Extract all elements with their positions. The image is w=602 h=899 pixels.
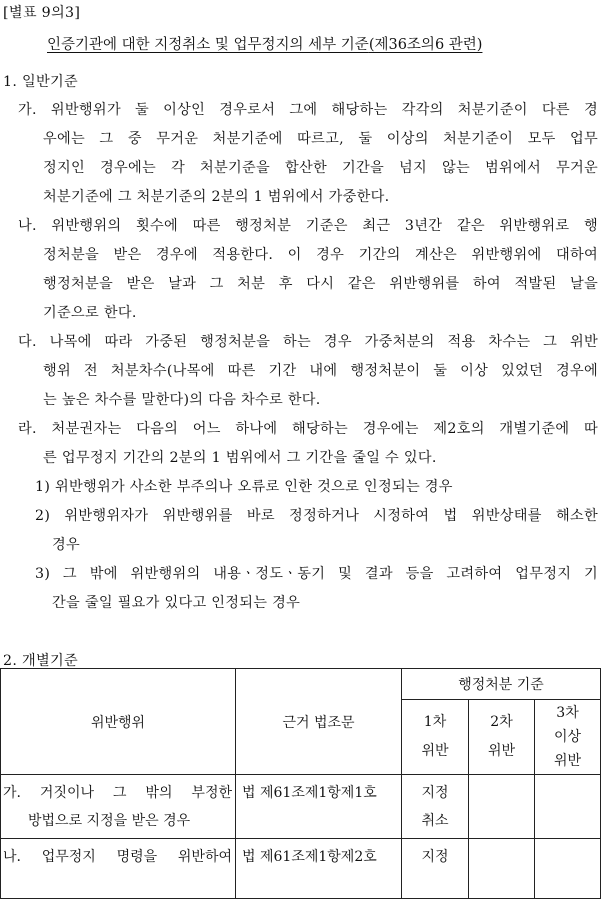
penalty-table bbox=[0, 668, 601, 899]
text-line: 경우 bbox=[52, 537, 81, 553]
text-line: 2) 위반행위자가 위반행위를 바로 정정하거나 시정하여 법 위반상태를 해소한 bbox=[35, 508, 598, 524]
first-line: 취소 bbox=[421, 813, 449, 829]
cell-2nd bbox=[469, 775, 535, 839]
header-basis: 근거 법조문 bbox=[236, 669, 402, 775]
general-heading: 1. 일반기준 bbox=[3, 74, 78, 90]
violation-line: 가. 거짓이나 그 밖의 부정한 bbox=[3, 785, 232, 801]
general-item-ga bbox=[18, 99, 598, 119]
cell-1st bbox=[402, 775, 469, 839]
subitem-1 bbox=[35, 476, 453, 496]
header-penalty-group: 행정처분 기준 bbox=[402, 669, 601, 700]
text-line: 우에는 그 중 무거운 처분기준에 따르고, 둘 이상의 처분기준이 모두 업무 bbox=[43, 131, 598, 147]
general-item-ra-cont bbox=[43, 447, 437, 467]
text-line: 처분기준에 그 처분기준의 2분의 1 범위에서 가중한다. bbox=[43, 189, 390, 205]
page-title bbox=[47, 33, 482, 54]
header-2nd bbox=[469, 700, 535, 775]
header-1st-line: 1차 bbox=[423, 714, 447, 730]
cell-basis: 법 제61조제1항제2호 bbox=[236, 839, 402, 899]
header-1st-line: 위반 bbox=[421, 743, 449, 759]
header-2nd-line: 위반 bbox=[487, 743, 516, 759]
text-line: 1) 위반행위가 사소한 부주의나 오류로 인한 것으로 인정되는 경우 bbox=[35, 479, 453, 495]
individual-heading: 2. 개별기준 bbox=[3, 653, 78, 669]
text-line: 른 업무정지 기간의 2분의 1 범위에서 그 기간을 줄일 수 있다. bbox=[43, 450, 437, 466]
text-line: 나. 위반행위의 횟수에 따른 행정처분 기준은 최근 3년간 같은 위반행위로 행 bbox=[18, 218, 598, 234]
subitem-3 bbox=[35, 563, 598, 583]
text-line: 정지인 경우에는 각 처분기준을 합산한 기간을 넘지 않는 범위에서 무거운 bbox=[43, 160, 598, 176]
cell-3rd bbox=[535, 839, 601, 899]
text-line: 행정처분을 받은 날과 그 처분 후 다시 같은 위반행위를 하여 적발된 날을 bbox=[43, 276, 598, 292]
cell-basis: 법 제61조제1항제1호 bbox=[236, 775, 402, 839]
text-line: 간을 줄일 필요가 있다고 인정되는 경우 bbox=[52, 595, 301, 611]
table-row bbox=[1, 839, 601, 899]
general-item-ga-cont bbox=[43, 186, 389, 206]
general-item-da-cont bbox=[43, 360, 598, 380]
general-item-na bbox=[18, 215, 598, 235]
general-item-ra bbox=[18, 418, 598, 438]
header-violation: 위반행위 bbox=[1, 669, 236, 775]
general-item-ga-cont bbox=[43, 157, 598, 177]
title-main: 인증기관에 대한 지정취소 및 업무정지의 세부 기준 bbox=[47, 37, 369, 53]
text-line: 행위 전 처분차수(나목에 따른 기간 내에 행정처분이 둘 이상 있었던 경우에 bbox=[43, 363, 598, 379]
subitem-3-cont bbox=[52, 592, 300, 612]
first-line: 지정 bbox=[421, 849, 449, 865]
table-header-row bbox=[1, 669, 601, 700]
general-item-da-cont bbox=[43, 389, 321, 409]
text-line: 정처분을 받은 경우에 적용한다. 이 경우 기간의 계산은 위반행위에 대하여 bbox=[43, 247, 598, 263]
header-3rd bbox=[535, 700, 601, 775]
general-item-ga-cont bbox=[43, 128, 598, 148]
violation-line: 나. 업무정지 명령을 위반하여 bbox=[3, 849, 232, 865]
violation-line: 방법으로 지정을 받은 경우 bbox=[28, 813, 191, 829]
cell-violation bbox=[1, 839, 236, 899]
text-line: 기준으로 한다. bbox=[43, 305, 137, 321]
general-item-na-cont bbox=[43, 302, 137, 322]
general-item-na-cont bbox=[43, 273, 598, 293]
title-ref: (제36조의6 관련) bbox=[368, 37, 483, 53]
subitem-2-cont bbox=[52, 534, 80, 554]
cell-violation bbox=[1, 775, 236, 839]
annex-label: [별표 9의3] bbox=[3, 5, 81, 21]
cell-2nd bbox=[469, 839, 535, 899]
header-2nd-line: 2차 bbox=[490, 714, 513, 730]
cell-1st bbox=[402, 839, 469, 899]
subitem-2 bbox=[35, 505, 598, 525]
first-line: 지정 bbox=[421, 785, 449, 801]
text-line: 다. 나목에 따라 가중된 행정처분을 하는 경우 가중처분의 적용 차수는 그 위반 bbox=[18, 334, 598, 350]
header-3rd-line: 위반 bbox=[553, 753, 582, 769]
header-3rd-line: 이상 bbox=[553, 729, 582, 745]
text-line: 가. 위반행위가 둘 이상인 경우로서 그에 해당하는 각각의 처분기준이 다른 경 bbox=[18, 102, 598, 118]
header-3rd-line: 3차 bbox=[556, 705, 579, 721]
header-1st bbox=[402, 700, 469, 775]
text-line: 는 높은 차수를 말한다)의 다음 차수로 한다. bbox=[43, 392, 321, 408]
text-line: 라. 처분권자는 다음의 어느 하나에 해당하는 경우에는 제2호의 개별기준에 따 bbox=[18, 421, 598, 437]
general-item-na-cont bbox=[43, 244, 598, 264]
general-item-da bbox=[18, 331, 598, 351]
table-row bbox=[1, 775, 601, 839]
cell-3rd bbox=[535, 775, 601, 839]
text-line: 3) 그 밖에 위반행위의 내용ㆍ정도ㆍ동기 및 결과 등을 고려하여 업무정지 기 bbox=[35, 566, 598, 582]
